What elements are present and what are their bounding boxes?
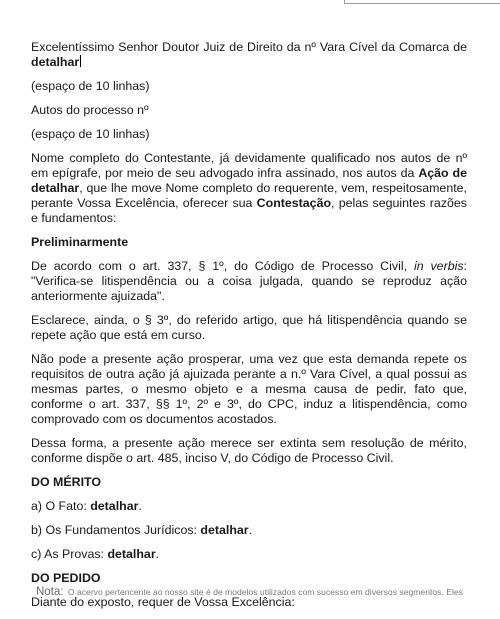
section-heading-pedido: DO PEDIDO (31, 571, 101, 585)
item-fato (31, 499, 467, 514)
case-number-line: Autos do processo nº (31, 103, 149, 117)
text-cursor (80, 55, 81, 67)
intro-paragraph (31, 151, 467, 226)
item-fundamentos-period: . (248, 523, 253, 537)
spacing-note-1: (espaço de 10 linhas) (31, 79, 150, 93)
item-fato-label: a) O Fato: (31, 499, 91, 513)
top-frame-edge (344, 0, 500, 4)
addressee-paragraph (31, 40, 467, 70)
intro-text-c: , que lhe move Nome completo do requerente, vem, respeitosamente, perante Vossa Excelência, oferecer sua (31, 181, 467, 210)
addressee-text: Excelentíssimo Senhor Doutor Juiz de Direito da nº Vara Cível da Comarca de (31, 40, 467, 54)
footer-note-text: O acervo pertencente ao nosso site é de modelos utilizados com sucesso em diversos segmentos. Eles (67, 587, 463, 597)
in-verbis: in verbis (413, 259, 464, 273)
item-fundamentos (31, 523, 467, 538)
legal-basis-text-a: De acordo com o art. 337, § 1º, do Código de Processo Civil, (31, 259, 414, 273)
conclusion-paragraph: Dessa forma, a presente ação merece ser extinta sem resolução de mérito, conforme dispõe o art. 485, inciso V, do Código de Processo Civil. (31, 436, 467, 465)
legal-basis-paragraph (31, 259, 467, 304)
placeholder-comarca: detalhar (31, 55, 80, 69)
document-body (31, 40, 467, 619)
spacing-note-2: (espaço de 10 linhas) (31, 127, 150, 141)
item-fato-placeholder: detalhar (90, 499, 139, 513)
clarification-paragraph: Esclarece, ainda, o § 3º, do referido artigo, que há litispendência quando se repete ação que está em curso. (31, 313, 467, 342)
argument-paragraph: Não pode a presente ação prosperar, uma vez que esta demanda repete os requisitos de outra ação já ajuizada perante a n.º Vara Cível, a qual possui as mesmas partes, o mesmo objeto e a mesma causa de pedir, fato que, conforme o art. 337, §§ 1º, 2º e 3º, do CPC, induz a litispendência, como comprovado com os documentos acostados. (31, 352, 467, 426)
request-paragraph: Diante do exposto, requer de Vossa Excelência: (31, 595, 295, 609)
item-fundamentos-placeholder: detalhar (200, 523, 249, 537)
item-provas-placeholder: detalhar (107, 547, 156, 561)
section-heading-preliminarmente: Preliminarmente (31, 235, 129, 249)
item-provas-label: c) As Provas: (31, 547, 108, 561)
item-provas (31, 547, 467, 562)
item-fato-period: . (138, 499, 142, 513)
intro-text-e: , pelas seguintes razões e fundamentos: (31, 196, 467, 225)
item-fundamentos-label: b) Os Fundamentos Jurídicos: (31, 523, 201, 537)
intro-text-a: Nome completo do Contestante, já devidamente qualificado nos autos de nº em epígrafe, por meio de seu advogado infra assinado, nos autos da (31, 151, 467, 180)
action-name: Ação de detalhar (31, 166, 468, 195)
section-heading-merito: DO MÉRITO (31, 475, 101, 489)
footer-note-label: Nota: (36, 586, 64, 598)
footer-note (36, 586, 500, 598)
contestacao-term: Contestação (256, 196, 332, 210)
legal-basis-text-c: : "Verifica-se litispendência ou a coisa julgada, quando se reproduz ação anteriormente ajuizada". (31, 259, 467, 303)
item-provas-period: . (155, 547, 160, 561)
